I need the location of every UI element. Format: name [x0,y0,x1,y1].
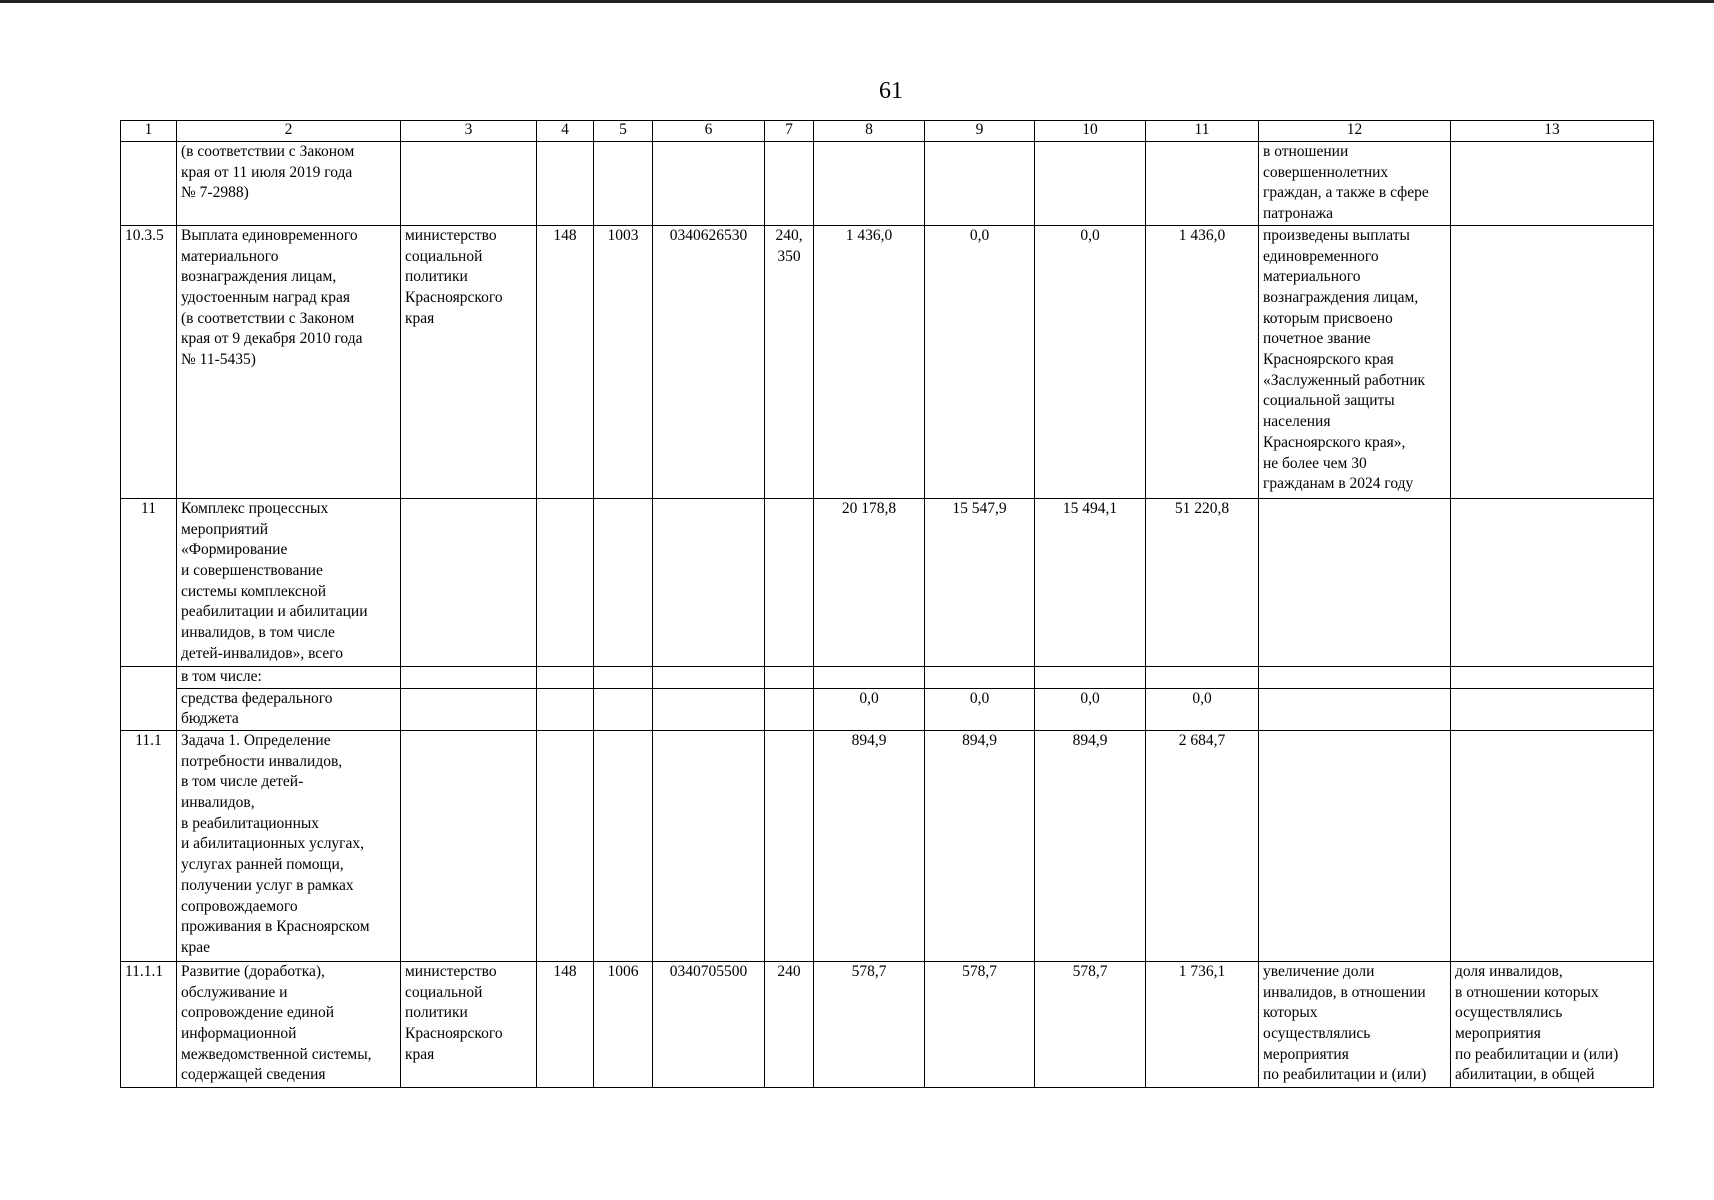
row-c9: 0,0 [925,688,1035,730]
row-c10: 894,9 [1035,730,1146,961]
row-c12 [1259,666,1451,688]
row-c10 [1035,666,1146,688]
table-row [121,730,1654,961]
row-c4 [537,666,594,688]
row-c10: 0,0 [1035,225,1146,498]
row-c8: 20 178,8 [814,498,925,666]
row-c4 [537,498,594,666]
row-c8 [814,142,925,226]
row-c8 [814,666,925,688]
row-c6: 0340626530 [653,225,765,498]
row-c4 [537,142,594,226]
row-organization: министерство социальной политики Красноярского края [401,225,537,498]
row-c8: 1 436,0 [814,225,925,498]
row-c12: увеличение доли инвалидов, в отношении которых осуществлялись мероприятия по реабилитации и (или) [1259,961,1451,1087]
page-number: 61 [879,78,903,104]
row-c7 [765,688,814,730]
row-c7: 240 [765,961,814,1087]
row-c6 [653,666,765,688]
row-c10: 15 494,1 [1035,498,1146,666]
row-c4: 148 [537,961,594,1087]
row-c13 [1451,666,1654,688]
table-row [121,142,1654,226]
row-organization [401,666,537,688]
row-c10: 578,7 [1035,961,1146,1087]
col-header: 5 [594,121,653,142]
row-organization: министерство социальной политики Красноярского края [401,961,537,1087]
row-c5: 1006 [594,961,653,1087]
row-number [121,688,177,730]
row-c12 [1259,730,1451,961]
row-c13 [1451,730,1654,961]
row-c9 [925,142,1035,226]
row-c9: 0,0 [925,225,1035,498]
row-c6 [653,498,765,666]
row-c4: 148 [537,225,594,498]
col-header: 13 [1451,121,1654,142]
row-c9: 15 547,9 [925,498,1035,666]
row-c13 [1451,688,1654,730]
row-number: 11.1 [121,730,177,961]
row-c7 [765,498,814,666]
row-c11: 1 436,0 [1146,225,1259,498]
row-organization [401,730,537,961]
row-c7 [765,730,814,961]
row-name: Выплата единовременного материального вознаграждения лицам, удостоенным наград края (в соответствии с Законом края от 9 декабря 2010 года № 11-5435) [177,225,401,498]
table-row [121,498,1654,666]
row-c5 [594,142,653,226]
row-c12 [1259,688,1451,730]
row-c11 [1146,142,1259,226]
row-c6 [653,142,765,226]
row-c6: 0340705500 [653,961,765,1087]
row-c6 [653,688,765,730]
row-c8: 0,0 [814,688,925,730]
header-row [121,121,1654,142]
row-c13 [1451,142,1654,226]
col-header: 7 [765,121,814,142]
table-row [121,225,1654,498]
row-c12 [1259,498,1451,666]
row-c9: 578,7 [925,961,1035,1087]
row-name: Комплекс процессных мероприятий «Формирование и совершенствование системы комплексной реабилитации и абилитации инвалидов, в том числе детей-инвалидов», всего [177,498,401,666]
table-row [121,666,1654,688]
col-header: 9 [925,121,1035,142]
row-c8: 578,7 [814,961,925,1087]
row-name: средства федерального бюджета [177,688,401,730]
col-header: 3 [401,121,537,142]
row-c5 [594,688,653,730]
row-c5: 1003 [594,225,653,498]
row-c11: 2 684,7 [1146,730,1259,961]
row-c11: 0,0 [1146,688,1259,730]
row-c7 [765,142,814,226]
row-c11: 51 220,8 [1146,498,1259,666]
col-header: 1 [121,121,177,142]
table-row [121,688,1654,730]
row-c11 [1146,666,1259,688]
scan-edge [0,0,1714,3]
row-c12: в отношении совершеннолетних граждан, а также в сфере патронажа [1259,142,1451,226]
col-header: 6 [653,121,765,142]
row-number: 11 [121,498,177,666]
col-header: 4 [537,121,594,142]
row-c5 [594,498,653,666]
row-name: в том числе: [177,666,401,688]
row-c10: 0,0 [1035,688,1146,730]
row-number [121,142,177,226]
col-header: 10 [1035,121,1146,142]
row-c11: 1 736,1 [1146,961,1259,1087]
col-header: 12 [1259,121,1451,142]
col-header: 11 [1146,121,1259,142]
row-c8: 894,9 [814,730,925,961]
row-number: 11.1.1 [121,961,177,1087]
col-header: 8 [814,121,925,142]
row-number: 10.3.5 [121,225,177,498]
budget-table [120,120,1654,1088]
row-organization [401,688,537,730]
row-organization [401,142,537,226]
row-c7 [765,666,814,688]
col-header: 2 [177,121,401,142]
table-row [121,961,1654,1087]
row-c13 [1451,225,1654,498]
row-c6 [653,730,765,961]
row-c4 [537,688,594,730]
row-organization [401,498,537,666]
row-c9 [925,666,1035,688]
row-name: Развитие (доработка), обслуживание и сопровождение единой информационной межведомственной системы, содержащей сведения [177,961,401,1087]
row-c13 [1451,498,1654,666]
row-name: (в соответствии с Законом края от 11 июля 2019 года № 7-2988) [177,142,401,226]
row-c7: 240, 350 [765,225,814,498]
row-c4 [537,730,594,961]
row-number [121,666,177,688]
row-c5 [594,730,653,961]
row-c5 [594,666,653,688]
row-c9: 894,9 [925,730,1035,961]
row-c12: произведены выплаты единовременного материального вознаграждения лицам, которым присвоено почетное звание Красноярского края «Заслуженный работник социальной защиты населения Красноярского края», не более чем 30 гражданам в 2024 году [1259,225,1451,498]
row-c13: доля инвалидов, в отношении которых осуществлялись мероприятия по реабилитации и (или) абилитации, в общей [1451,961,1654,1087]
row-c10 [1035,142,1146,226]
row-name: Задача 1. Определение потребности инвалидов, в том числе детей- инвалидов, в реабилитационных и абилитационных услугах, услугах ранней помощи, получении услуг в рамках сопровождаемого проживания в Красноярском крае [177,730,401,961]
